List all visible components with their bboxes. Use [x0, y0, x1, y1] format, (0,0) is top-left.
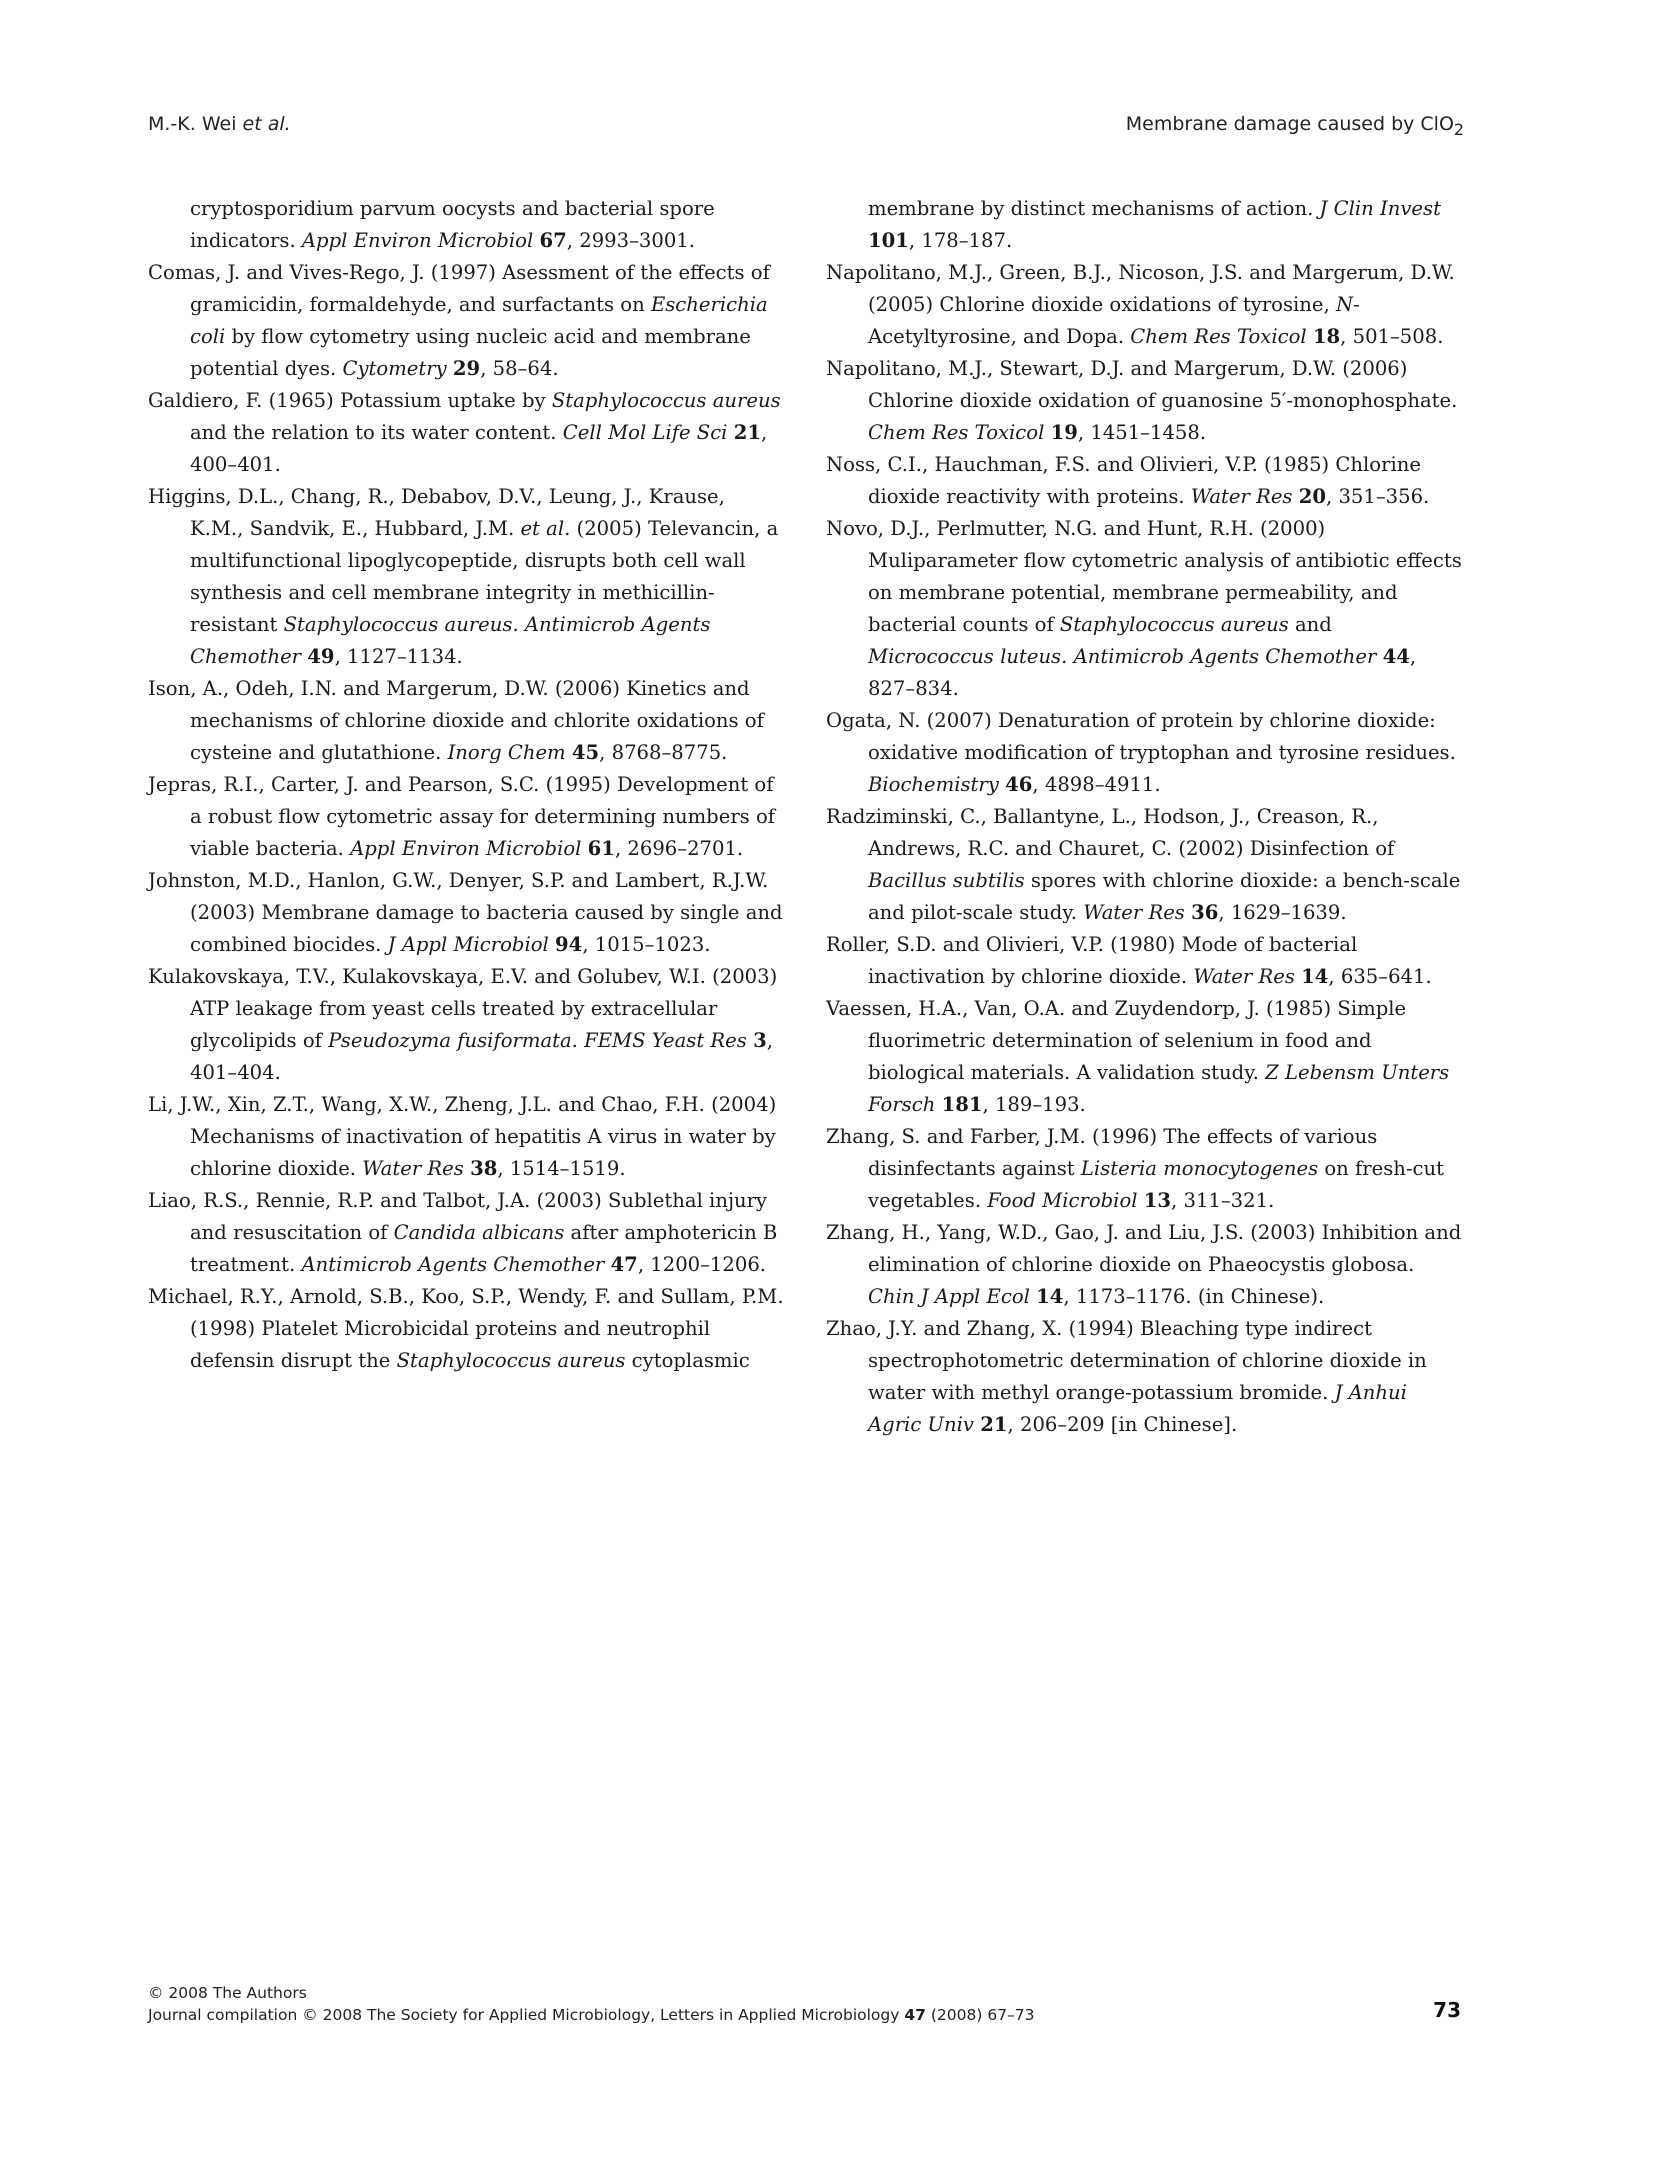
reference-italic-text: Escherichia coli [190, 293, 768, 348]
reference-text: , 189–193. [982, 1093, 1086, 1116]
reference-volume: 46 [1005, 773, 1033, 796]
reference-text: Galdiero, F. (1965) Potassium uptake by [148, 389, 552, 412]
reference-text: Napolitano, M.J., Stewart, D.J. and Margerum, D.W. (2006) Chlorine dioxide oxidation of guanosine 5′-monophosphate. [826, 357, 1458, 412]
reference-continuation [826, 193, 1462, 257]
reference-italic-text: Z Lebensm Unters Forsch [868, 1061, 1450, 1116]
reference-text: and the relation to its water content. [190, 421, 563, 444]
reference-entry [826, 1121, 1462, 1217]
reference-text: , 351–356. [1326, 485, 1430, 508]
reference-text: Ogata, N. (2007) Denaturation of protein by chlorine dioxide: oxidative modification of tryptophan and tyrosine residues. [826, 709, 1456, 764]
reference-text: , 635–641. [1328, 965, 1432, 988]
reference-entry [148, 481, 784, 673]
reference-text: and [1288, 613, 1332, 636]
references-column-left [148, 193, 784, 1377]
page-number: 73 [1433, 1998, 1461, 2022]
reference-text: , 206–209 [in Chinese]. [1007, 1413, 1238, 1436]
reference-text: cryptosporidium parvum oocysts and bacterial spore indicators. [190, 197, 715, 252]
reference-volume: 29 [452, 357, 481, 380]
reference-text: , 1015–1023. [582, 933, 711, 956]
header-etal: et al. [242, 113, 291, 135]
reference-entry [826, 513, 1462, 705]
reference-italic-text: Inorg Chem [447, 741, 566, 764]
reference-text: Li, J.W., Xin, Z.T., Wang, X.W., Zheng, J.L. and Chao, F.H. (2004) Mechanisms of inactivation of hepatitis A virus in water by chlorine dioxide. [148, 1093, 777, 1180]
reference-volume: 181 [941, 1093, 983, 1116]
reference-volume: 67 [539, 229, 567, 252]
reference-volume: 18 [1312, 325, 1341, 348]
footer-journal-text: Journal compilation © 2008 The Society for Applied Microbiology, Letters in Applied Microbiology [148, 2006, 905, 2024]
header-subscript: 2 [1453, 119, 1464, 139]
reference-italic-text: Micrococcus luteus. Antimicrob Agents Chemother [868, 645, 1377, 668]
references-column-right [826, 193, 1462, 1441]
reference-volume: 101 [868, 229, 909, 252]
reference-text: , 1514–1519. [497, 1157, 626, 1180]
reference-volume: 14 [1036, 1285, 1064, 1308]
reference-italic-text: Chin J Appl Ecol [868, 1285, 1030, 1308]
reference-entry [826, 1313, 1462, 1441]
reference-entry [826, 993, 1462, 1121]
reference-italic-text: J Clin Invest [1319, 197, 1441, 220]
reference-text: Higgins, D.L., Chang, R., Debabov, D.V., Leung, J., Krause, K.M., Sandvik, E., Hubbard, J.M. [148, 485, 725, 540]
reference-text: -Acetyltyrosine, and Dopa. [868, 293, 1360, 348]
reference-text: Ison, A., Odeh, I.N. and Margerum, D.W. (2006) Kinetics and mechanisms of chlorine dioxide and chlorite oxidations of cysteine and glutathione. [148, 677, 764, 764]
reference-text: Liao, R.S., Rennie, R.P. and Talbot, J.A. (2003) Sublethal injury and resuscitation of [148, 1189, 768, 1244]
reference-entry [148, 673, 784, 769]
reference-italic-text: Water Res [362, 1157, 464, 1180]
reference-text: , 8768–8775. [599, 741, 728, 764]
reference-italic-text: Antimicrob Agents Chemother [301, 1253, 605, 1276]
header-title: Membrane damage caused by ClO [1125, 113, 1454, 135]
reference-text: Zhang, H., Yang, W.D., Gao, J. and Liu, J.S. (2003) Inhibition and elimination of chlorine dioxide on Phaeocystis globosa. [826, 1221, 1462, 1276]
reference-text: , 311–321. [1171, 1189, 1275, 1212]
reference-text: , 1173–1176. (in Chinese). [1063, 1285, 1325, 1308]
reference-entry [148, 1089, 784, 1185]
reference-text: , 1127–1134. [334, 645, 463, 668]
reference-text: Napolitano, M.J., Green, B.J., Nicoson, J.S. and Margerum, D.W. (2005) Chlorine dioxide oxidations of tyrosine, [826, 261, 1455, 316]
reference-italic-text: N [1335, 293, 1354, 316]
reference-text: Radziminski, C., Ballantyne, L., Hodson, J., Creason, R., Andrews, R.C. and Chauret, C. (2002) Disinfection of [826, 805, 1395, 860]
reference-italic-text: Appl Environ Microbiol [301, 229, 534, 252]
reference-entry [826, 1217, 1462, 1313]
reference-italic-text: Pseudozyma fusiformata. FEMS Yeast Res [328, 1029, 747, 1052]
reference-italic-text: Staphylococcus aureus. Antimicrob Agents Chemother [190, 613, 711, 668]
reference-text: , 1629–1639. [1218, 901, 1347, 924]
running-header-title [1126, 113, 1464, 139]
reference-entry [826, 705, 1462, 801]
reference-italic-text: J Appl Microbiol [387, 933, 549, 956]
reference-entry [826, 257, 1462, 353]
reference-volume: 14 [1301, 965, 1329, 988]
footer-journal-compilation [148, 2004, 1035, 2026]
reference-entry [148, 257, 784, 385]
reference-volume: 38 [470, 1157, 498, 1180]
reference-entry [826, 353, 1462, 449]
reference-entry [148, 865, 784, 961]
reference-text: Zhang, S. and Farber, J.M. (1996) The effects of various disinfectants against [826, 1125, 1378, 1180]
reference-italic-text: Food Microbiol [987, 1189, 1138, 1212]
reference-volume: 61 [587, 837, 615, 860]
footer-copyright-authors: © 2008 The Authors [148, 1984, 307, 2002]
reference-text: , 1200–1206. [637, 1253, 767, 1276]
reference-italic-text: Chem Res Toxicol [868, 421, 1045, 444]
running-header-author [148, 113, 291, 135]
reference-volume: 49 [307, 645, 335, 668]
reference-volume: 21 [980, 1413, 1008, 1436]
reference-text: by flow cytometry using nucleic acid and membrane potential dyes. [190, 325, 751, 380]
reference-italic-text: Chem Res Toxicol [1130, 325, 1307, 348]
reference-entry [826, 449, 1462, 513]
reference-text: , 827–834. [868, 645, 1417, 700]
reference-entry [148, 769, 784, 865]
reference-continuation [148, 193, 784, 257]
reference-text: , 501–508. [1340, 325, 1444, 348]
reference-text: , 58–64. [480, 357, 559, 380]
reference-text: Comas, J. and Vives-Rego, J. (1997) Asessment of the effects of gramicidin, formaldehyde, and surfactants on [148, 261, 770, 316]
reference-text: , 400–401. [190, 421, 768, 476]
reference-text: on fresh-cut vegetables. [868, 1157, 1444, 1212]
reference-volume: 19 [1050, 421, 1078, 444]
reference-italic-text: Appl Environ Microbiol [350, 837, 582, 860]
reference-volume: 3 [753, 1029, 767, 1052]
reference-italic-text: Listeria monocytogenes [1080, 1157, 1319, 1180]
reference-text: membrane by distinct mechanisms of action. [868, 197, 1320, 220]
reference-italic-text: J Anhui Agric Univ [868, 1381, 1407, 1436]
reference-text: Noss, C.I., Hauchman, F.S. and Olivieri, V.P. (1985) Chlorine dioxide reactivity with proteins. [826, 453, 1421, 508]
reference-text: Vaessen, H.A., Van, O.A. and Zuydendorp, J. (1985) Simple fluorimetric determination of selenium in food and biological materials. A validation study. [826, 997, 1407, 1084]
reference-entry [826, 929, 1462, 993]
reference-text: Novo, D.J., Perlmutter, N.G. and Hunt, R.H. (2000) Muliparameter flow cytometric analysis of antibiotic effects on membrane potential, membrane permeability, and bacterial counts of [826, 517, 1462, 636]
reference-text: , 1451–1458. [1077, 421, 1207, 444]
reference-text: after amphotericin B treatment. [190, 1221, 778, 1276]
reference-text: cytoplasmic [625, 1349, 750, 1372]
reference-entry [826, 801, 1462, 929]
reference-entry [148, 1281, 784, 1377]
reference-text: Jepras, R.I., Carter, J. and Pearson, S.C. (1995) Development of a robust flow cytometric assay for determining numbers of viable bacteria. [148, 773, 776, 860]
reference-entry [148, 385, 784, 481]
reference-text: , 178–187. [908, 229, 1013, 252]
footer-volume: 47 [904, 2006, 926, 2024]
reference-text: , 2696–2701. [614, 837, 744, 860]
reference-text: Johnston, M.D., Hanlon, G.W., Denyer, S.P. and Lambert, R.J.W. (2003) Membrane damage to bacteria caused by single and combined biocides. [148, 869, 783, 956]
reference-text: Zhao, J.Y. and Zhang, X. (1994) Bleaching type indirect spectrophotometric determination of chlorine dioxide in water with methyl orange-potassium bromide. [826, 1317, 1427, 1404]
reference-italic-text: Biochemistry [868, 773, 999, 796]
header-author: M.-K. Wei [148, 113, 237, 135]
reference-text: Kulakovskaya, T.V., Kulakovskaya, E.V. and Golubev, W.I. (2003) ATP leakage from yeast cells treated by extracellular glycolipids of [148, 965, 778, 1052]
reference-text: Roller, S.D. and Olivieri, V.P. (1980) Mode of bacterial inactivation by chlorine dioxide. [826, 933, 1358, 988]
reference-italic-text: Staphylococcus aureus [396, 1349, 626, 1372]
reference-volume: 47 [610, 1253, 638, 1276]
reference-volume: 20 [1298, 485, 1326, 508]
reference-volume: 36 [1191, 901, 1219, 924]
reference-volume: 13 [1143, 1189, 1172, 1212]
reference-italic-text: Staphylococcus aureus [551, 389, 781, 412]
reference-italic-text: Water Res [1190, 485, 1293, 508]
reference-text: , 4898–4911. [1032, 773, 1161, 796]
reference-italic-text: et al. [520, 517, 571, 540]
reference-italic-text: Cell Mol Life Sci [562, 421, 728, 444]
reference-text: (2005) Televancin, a multifunctional lipoglycopeptide, disrupts both cell wall synthesis and cell membrane integrity in methicillin-resistant [190, 517, 779, 636]
reference-text: , 401–404. [190, 1029, 773, 1084]
reference-volume: 44 [1382, 645, 1410, 668]
reference-text: , 2993–3001. [566, 229, 695, 252]
footer-year-pages: (2008) 67–73 [925, 2006, 1035, 2024]
reference-text: spores with chlorine dioxide: a bench-scale and pilot-scale study. [868, 869, 1461, 924]
reference-italic-text: Water Res [1083, 901, 1185, 924]
reference-volume: 94 [555, 933, 583, 956]
reference-italic-text: Cytometry [342, 357, 447, 380]
reference-italic-text: Staphylococcus aureus [1059, 613, 1289, 636]
reference-italic-text: Water Res [1193, 965, 1295, 988]
reference-italic-text: Bacillus subtilis [868, 869, 1025, 892]
reference-entry [148, 961, 784, 1089]
reference-text: Michael, R.Y., Arnold, S.B., Koo, S.P., Wendy, F. and Sullam, P.M. (1998) Platelet Microbicidal proteins and neutrophil defensin disrupt the [148, 1285, 784, 1372]
reference-italic-text: Candida albicans [393, 1221, 565, 1244]
copyright-footer [148, 1982, 1035, 2026]
reference-entry [148, 1185, 784, 1281]
reference-volume: 45 [571, 741, 600, 764]
reference-volume: 21 [733, 421, 761, 444]
